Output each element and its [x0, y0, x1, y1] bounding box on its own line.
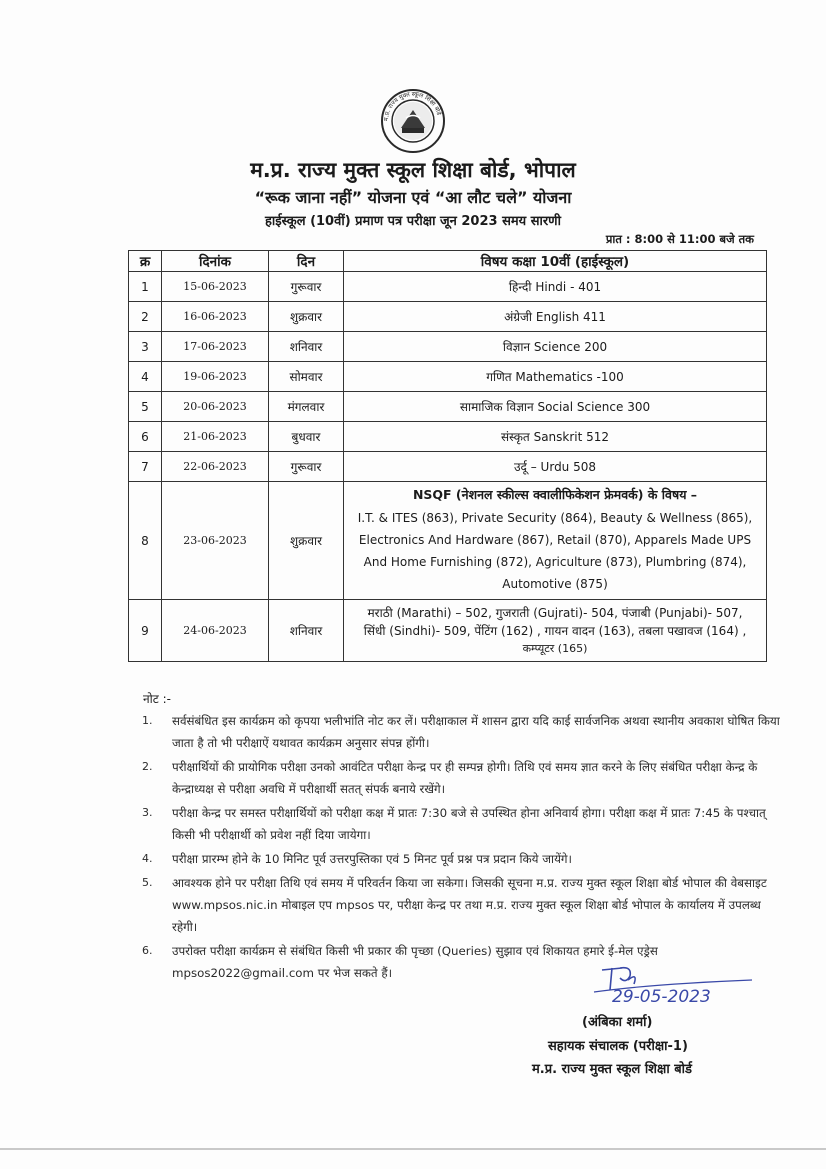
note-text: सर्वसंबंधित इस कार्यक्रम को कृपया भलीभांति नोट कर लें। परीक्षाकाल में शासन द्वारा यदि काई सार्वजनिक अथवा स्थानीय अवकाश घोषित किया जाता है तो भी परीक्षाऐं यथावत कार्यक्रम अनुसार संपन्न होंगी। [172, 714, 780, 750]
note-item [142, 848, 782, 870]
exam-title: हाईस्कूल (10वीं) प्रमाण पत्र परीक्षा जून 2023 समय सारणी [265, 214, 561, 229]
note-item [142, 710, 782, 754]
nsqf-line: I.T. & ITES (863), Private Security (864), Beauty & Wellness (865), [357, 511, 753, 525]
exam-time: प्रात : 8:00 से 11:00 बजे तक [605, 232, 754, 246]
table-header-row [129, 251, 767, 272]
note-number: 6. [142, 944, 153, 957]
nsqf-line: Automotive (875) [502, 577, 608, 591]
handwritten-signature [592, 962, 762, 1010]
note-text: परीक्षा केन्द्र पर समस्त परीक्षार्थियों को परीक्षा कक्ष में प्रातः 7:30 बजे से उपस्थित होना अनिवार्य होगा। परीक्षा कक्ष में प्रातः 7:45 के पश्चात् किसी भी परीक्षार्थी को प्रवेश नहीं दिया जायेगा। [172, 806, 766, 842]
exam-schedule-table [128, 250, 767, 662]
row-subject: सामाजिक विज्ञान Social Science 300 [344, 392, 767, 422]
table-row [129, 600, 767, 662]
header-subject: विषय कक्षा 10वीं (हाईस्कूल) [344, 251, 767, 272]
note-number: 3. [142, 806, 153, 819]
row-subject: संस्कृत Sanskrit 512 [344, 422, 767, 452]
header-sno: क्र [129, 251, 162, 272]
row-date: 23-06-2023 [162, 482, 269, 600]
row-sno: 2 [129, 302, 162, 332]
note-number: 4. [142, 852, 153, 865]
note-item [142, 872, 782, 938]
nsqf-subject-list [346, 507, 764, 595]
row-date: 19-06-2023 [162, 362, 269, 392]
row-date: 17-06-2023 [162, 332, 269, 362]
row-sno: 8 [129, 482, 162, 600]
board-seal-logo [380, 88, 446, 154]
note-number: 1. [142, 714, 153, 727]
board-name: म.प्र. राज्य मुक्त स्कूल शिक्षा बोर्ड, भोपाल [250, 158, 576, 182]
header-date: दिनांक [162, 251, 269, 272]
nsqf-line: And Home Furnishing (872), Agriculture (873), Plumbring (874), [363, 555, 747, 569]
row-subject: विज्ञान Science 200 [344, 332, 767, 362]
signatory-designation: सहायक संचालक (परीक्षा-1) [548, 1039, 688, 1054]
language-line: मराठी (Marathi) – 502, गुजराती (Gujrati)- 504, पंजाबी (Punjabi)- 507, [367, 605, 743, 620]
note-number: 5. [142, 876, 153, 889]
nsqf-line: Electronics And Hardware (867), Retail (870), Apparels Made UPS [358, 533, 752, 547]
note-text: परीक्षा प्रारम्भ होने के 10 मिनिट पूर्व उत्तरपुस्तिका एवं 5 मिनट पूर्व प्रश्न पत्र प्रदान किये जायेंगे। [172, 852, 573, 866]
note-text: उपरोक्त परीक्षा कार्यक्रम से संबंधित किसी भी प्रकार की पृच्छा (Queries) सुझाव एवं शिकायत हमारे ई-मेल एड्रेस mpsos2022@gmail.com पर भेज सकते हैं। [172, 944, 658, 980]
row-day: शुक्रवार [269, 302, 344, 332]
row-day: सोमवार [269, 362, 344, 392]
note-item [142, 756, 782, 800]
table-row [129, 332, 767, 362]
row-subject-nsqf [344, 482, 767, 600]
row-subject: हिन्दी Hindi - 401 [344, 272, 767, 302]
row-day: मंगलवार [269, 392, 344, 422]
row-sno: 4 [129, 362, 162, 392]
row-date: 21-06-2023 [162, 422, 269, 452]
row-date: 16-06-2023 [162, 302, 269, 332]
signatory-name: (अंबिका शर्मा) [582, 1015, 653, 1030]
row-day: गुरूवार [269, 452, 344, 482]
table-row [129, 362, 767, 392]
row-date: 15-06-2023 [162, 272, 269, 302]
note-text: आवश्यक होने पर परीक्षा तिथि एवं समय में परिवर्तन किया जा सकेगा। जिसकी सूचना म.प्र. राज्य मुक्त स्कूल शिक्षा बोर्ड भोपाल की वेबसाइट www.mpsos.nic.in मोबाइल एप mpsos पर, परीक्षा केन्द्र पर तथा म.प्र. राज्य मुक्त स्कूल शिक्षा बोर्ड भोपाल के कार्यालय में उपलब्ध रहेगी। [172, 876, 767, 934]
header-day: दिन [269, 251, 344, 272]
note-text: परीक्षार्थियों की प्रायोगिक परीक्षा उनको आवंटित परीक्षा केन्द्र पर ही सम्पन्न होगी। तिथि एवं समय ज्ञात करने के लिए संबंधित परीक्षा केन्द्र के केन्द्राध्यक्ष से परीक्षा अवधि में परीक्षार्थी सतत् संपर्क बनाये रखेंगे। [172, 760, 758, 796]
signatory-organization: म.प्र. राज्य मुक्त स्कूल शिक्षा बोर्ड [532, 1062, 692, 1077]
row-sno: 9 [129, 600, 162, 662]
notes-list [142, 710, 782, 986]
row-subject: गणित Mathematics -100 [344, 362, 767, 392]
row-subject-languages [344, 600, 767, 662]
row-day: शुक्रवार [269, 482, 344, 600]
notes-title: नोट :- [143, 692, 172, 706]
row-day: शनिवार [269, 600, 344, 662]
row-sno: 7 [129, 452, 162, 482]
table-row [129, 482, 767, 600]
row-day: बुधवार [269, 422, 344, 452]
language-line: सिंधी (Sindhi)- 509, पेंटिंग (162) , गायन वादन (163), तबला पखावज (164) , [363, 623, 747, 638]
note-item [142, 802, 782, 846]
row-subject: उर्दू – Urdu 508 [344, 452, 767, 482]
page-bottom-edge [0, 1148, 826, 1150]
row-sno: 6 [129, 422, 162, 452]
table-row [129, 392, 767, 422]
table-row [129, 272, 767, 302]
note-number: 2. [142, 760, 153, 773]
language-line: कम्प्यूटर (165) [522, 641, 588, 655]
row-date: 24-06-2023 [162, 600, 269, 662]
row-day: गुरूवार [269, 272, 344, 302]
table-row [129, 452, 767, 482]
table-row [129, 302, 767, 332]
row-sno: 3 [129, 332, 162, 362]
signature-date: 29-05-2023 [612, 987, 711, 1007]
scheme-title: “रूक जाना नहीं” योजना एवं “आ लौट चले” योजना [254, 188, 572, 207]
row-subject: अंग्रेजी English 411 [344, 302, 767, 332]
row-day: शनिवार [269, 332, 344, 362]
row-sno: 1 [129, 272, 162, 302]
table-row [129, 422, 767, 452]
row-sno: 5 [129, 392, 162, 422]
row-date: 20-06-2023 [162, 392, 269, 422]
nsqf-heading: NSQF (नेशनल स्कील्स क्वालीफिकेशन फ्रेमवर्क) के विषय – [412, 487, 698, 502]
seal-text: म.प्र. राज्य मुक्त स्कूल शिक्षा बोर्ड [382, 90, 443, 122]
row-date: 22-06-2023 [162, 452, 269, 482]
